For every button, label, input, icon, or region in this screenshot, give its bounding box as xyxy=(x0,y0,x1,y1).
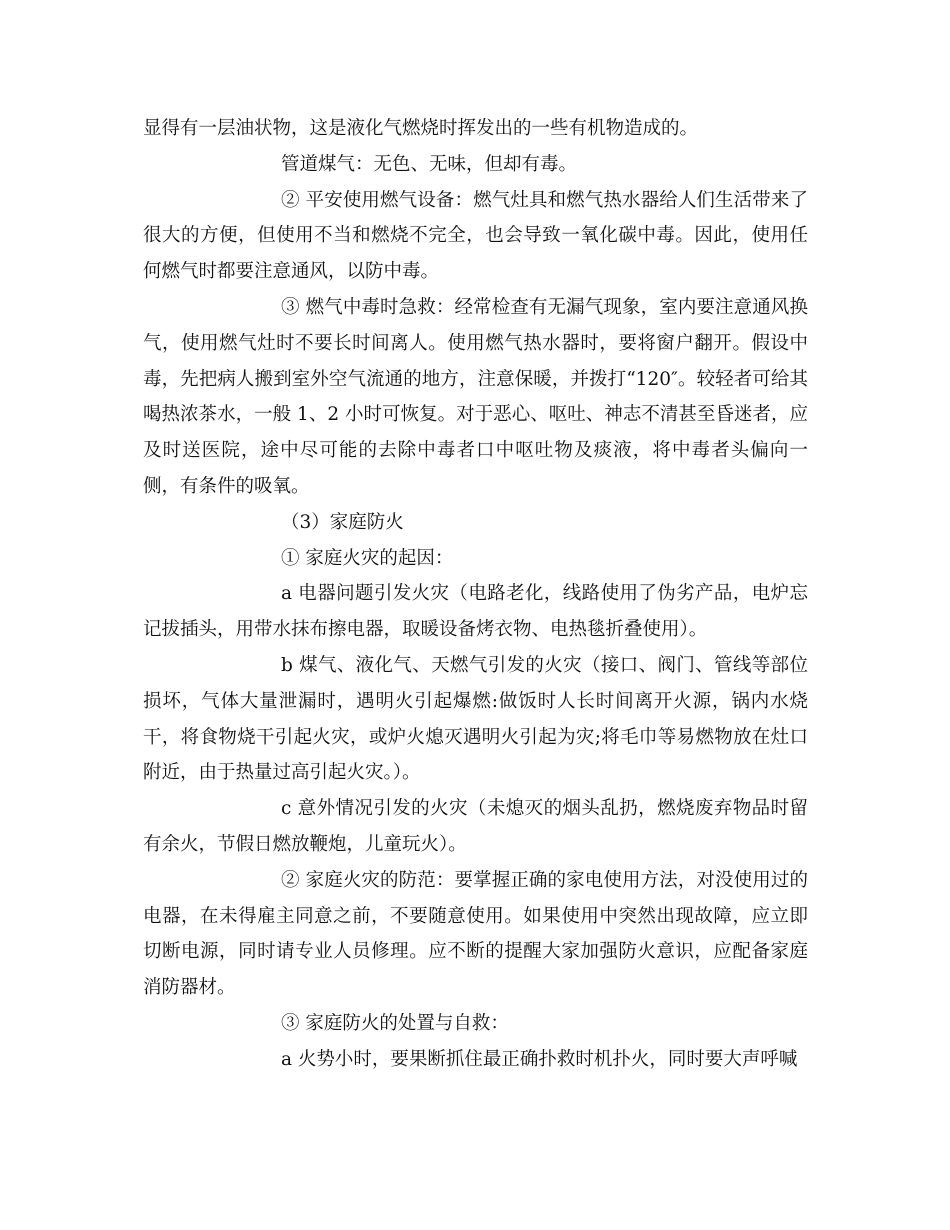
paragraph-gas-poisoning-first-aid: ③ 燃气中毒时急救：经常检查有无漏气现象，室内要注意通风换气，使用燃气灶时不要长时间离人。使用燃气热水器时，要将窗户翻开。假设中毒，先把病人搬到室外空气流通的地方，注意保暖，并拨打“120″。较轻者可给其喝热浓茶水，一般 1、2 小时可恢复。对于恶心、呕吐、神志不清甚至昏迷者，应及时送医院，途中尽可能的去除中毒者口中呕吐物及痰液，将中毒者头偏向一侧，有条件的吸氧。 xyxy=(143,296,808,497)
section-heading-home-fire-prevention: （3）家庭防火 xyxy=(281,511,404,533)
paragraph-pipeline-gas: 管道煤气：无色、无味，但却有毒。 xyxy=(281,153,578,175)
paragraph-fire-prevention: ② 家庭火灾的防范：要掌握正确的家电使用方法，对没使用过的电器，在未得雇主同意之前，不要随意使用。如果使用中突然出现故障，应立即切断电源，同时请专业人员修理。应不断的提醒大家加强防火意识，应配备家庭消防器材。 xyxy=(143,869,808,999)
paragraph-cause-electrical: a 电器问题引发火灾（电路老化，线路使用了伪劣产品，电炉忘记拔插头，用带水抹布擦电器，取暖设备烤衣物、电热毯折叠使用）。 xyxy=(143,583,808,641)
subheading-fire-causes: ① 家庭火灾的起因： xyxy=(281,547,454,569)
paragraph-oily-residue: 显得有一层油状物，这是液化气燃烧时挥发出的一些有机物造成的。 xyxy=(143,118,699,139)
paragraph-safe-gas-equipment: ② 平安使用燃气设备：燃气灶具和燃气热水器给人们生活带来了很大的方便，但使用不当和燃烧不完全，也会导致一氧化碳中毒。因此，使用任何燃气时都要注意通风，以防中毒。 xyxy=(143,189,808,283)
document-body xyxy=(143,111,808,1078)
paragraph-cause-gas: b 煤气、液化气、天燃气引发的火灾（接口、阀门、管线等部位损坏，气体大量泄漏时，遇明火引起爆燃:做饭时人长时间离开火源，锅内水烧干，将食物烧干引起火灾，或炉火熄灭遇明火引起为灾;将毛巾等易燃物放在灶口附近，由于热量过高引起火灾。）。 xyxy=(143,654,808,784)
paragraph-cause-accidental: c 意外情况引发的火灾（未熄灭的烟头乱扔，燃烧废弃物品时留有余火，节假日燃放鞭炮，儿童玩火）。 xyxy=(143,798,808,855)
subheading-fire-response: ③ 家庭防火的处置与自救： xyxy=(281,1012,509,1034)
paragraph-small-fire: a 火势小时，要果断抓住最正确扑救时机扑火，同时要大声呼喊 xyxy=(281,1048,798,1070)
